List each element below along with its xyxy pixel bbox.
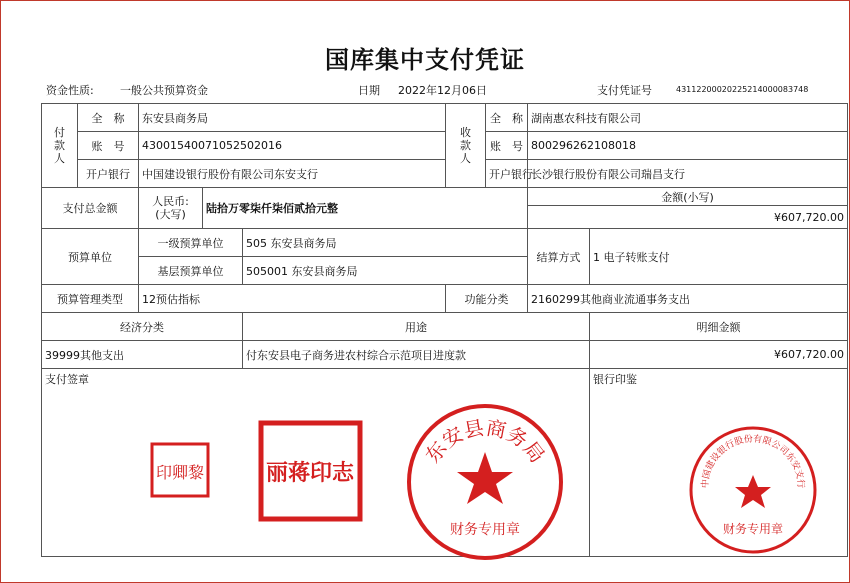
mgmt-type-value: 12预估指标	[139, 285, 446, 313]
econ-value: 39999其他支出	[42, 341, 243, 369]
seal-4-star-icon	[735, 475, 771, 508]
pay-sign-label: 支付签章	[45, 373, 89, 386]
payee-bank-label: 开户银行	[486, 160, 528, 188]
seal-1-text: 印卿黎	[155, 463, 205, 482]
payer-bank-label: 开户银行	[78, 160, 139, 188]
voucher-no-label: 支付凭证号	[597, 84, 652, 97]
payer-bank-value: 中国建设银行股份有限公司东安支行	[139, 160, 446, 188]
func-class-label: 功能分类	[446, 285, 528, 313]
seal-3-graphic	[405, 402, 565, 562]
seal-2-text: 丽蒋印志	[265, 460, 355, 486]
payer-account-value: 43001540071052502016	[139, 132, 446, 160]
amount-small-label: 金额(小写)	[528, 188, 848, 206]
department-seal	[405, 402, 565, 562]
settle-label: 结算方式	[528, 229, 590, 285]
seal-2-graphic	[258, 420, 363, 522]
date-value: 2022年12月06日	[398, 84, 487, 97]
seal-4-top-text: 中国建设银行股份有限公司东安支行	[700, 434, 806, 489]
currency-label	[139, 188, 203, 229]
payee-account-value: 800296262108018	[528, 132, 848, 160]
fund-nature-label: 资金性质:	[46, 84, 94, 97]
payer-name-value: 东安县商务局	[139, 104, 446, 132]
seal-3-top-text: 东安县商务局	[420, 415, 550, 468]
func-class-value: 2160299其他商业流通事务支出	[528, 285, 848, 313]
voucher-no-value: 43112200020225214000083748	[676, 85, 809, 94]
amount-small-value: ¥607,720.00	[528, 206, 848, 229]
voucher-title: 国库集中支付凭证	[325, 46, 525, 74]
payer-name-label: 全 称	[78, 104, 139, 132]
amount-header: 明细金额	[590, 313, 848, 341]
fund-nature-value: 一般公共预算资金	[120, 84, 208, 97]
level1-label: 一级预算单位	[139, 229, 243, 257]
payer-account-label: 账 号	[78, 132, 139, 160]
personal-seal-1	[150, 440, 210, 500]
seal-4-bottom-text: 财务专用章	[722, 522, 784, 536]
payee-name-label: 全 称	[486, 104, 528, 132]
amount-words: 陆拾万零柒仟柒佰贰拾元整	[203, 188, 528, 229]
budget-unit-label: 预算单位	[42, 229, 139, 285]
base-unit-label: 基层预算单位	[139, 257, 243, 285]
payee-account-label: 账 号	[486, 132, 528, 160]
bank-seal	[688, 425, 818, 555]
payee-side-label: 收 款 人	[446, 104, 486, 188]
currency-label-1: 人民币:	[152, 195, 189, 208]
purpose-value: 付东安县电子商务进农村综合示范项目进度款	[243, 341, 590, 369]
date-label: 日期	[358, 84, 380, 97]
seal-3-star-icon	[457, 452, 513, 504]
detail-amount-value: ¥607,720.00	[590, 341, 848, 369]
personal-seal-2	[258, 420, 363, 522]
payee-name-value: 湖南惠农科技有限公司	[528, 104, 848, 132]
econ-header: 经济分类	[42, 313, 243, 341]
settle-value: 1 电子转账支付	[590, 229, 848, 285]
currency-label-2: (大写)	[155, 208, 186, 221]
payee-bank-value: 长沙银行股份有限公司瑞昌支行	[528, 160, 848, 188]
purpose-header: 用途	[243, 313, 590, 341]
level1-value: 505 东安县商务局	[243, 229, 528, 257]
base-unit-value: 505001 东安县商务局	[243, 257, 528, 285]
seal-1-graphic	[150, 440, 210, 500]
seal-4-graphic	[688, 425, 818, 555]
bank-seal-label: 银行印鉴	[593, 373, 638, 386]
total-label: 支付总金额	[42, 188, 139, 229]
payer-side-label: 付 款 人	[42, 104, 78, 188]
seal-3-bottom-text: 财务专用章	[450, 522, 520, 538]
mgmt-type-label: 预算管理类型	[42, 285, 139, 313]
